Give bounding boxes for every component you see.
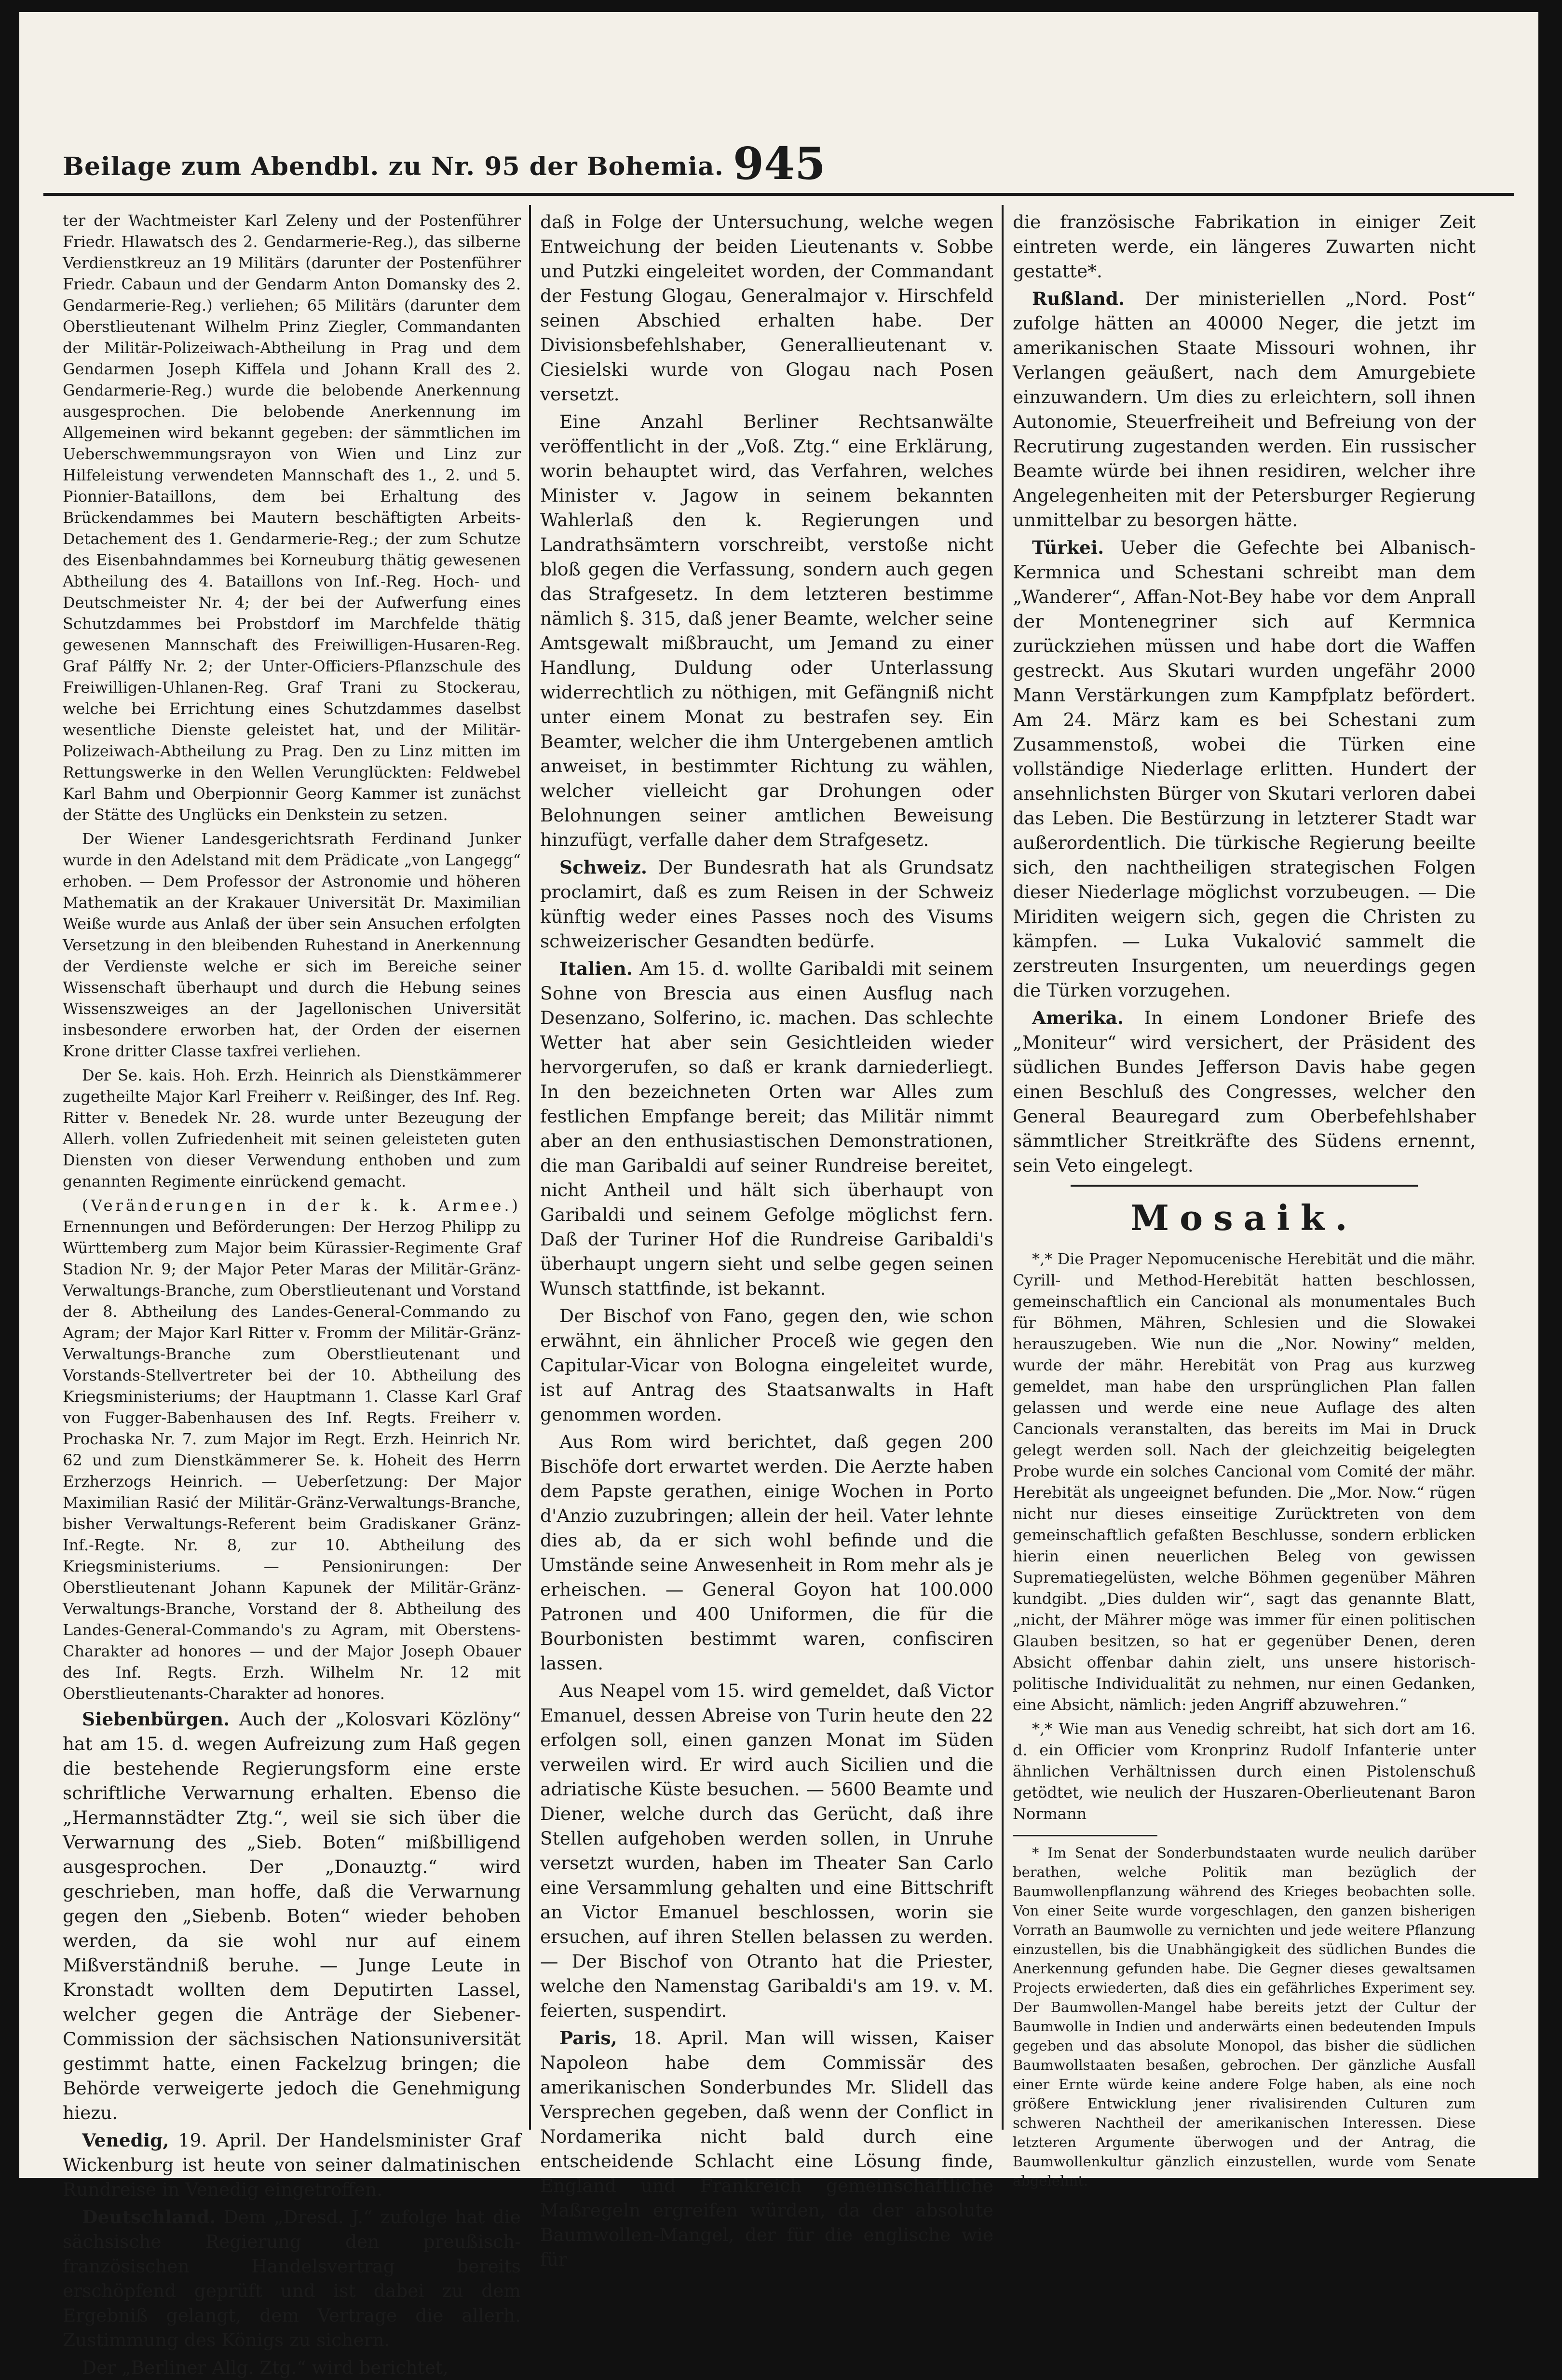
section-heading: Deutschland.	[82, 2206, 216, 2228]
paragraph: Der „Berliner Allg. Ztg.“ wird berichtet,	[82, 2357, 448, 2378]
section-heading: (Veränderungen in der k. k. Armee.)	[82, 1196, 521, 1215]
paragraph: daß in Folge der Untersuchung, welche wegen Entweichung der beiden Lieutenants v. Sobbe und Putzki eingeleitet worden, der Commandant der Festung Glogau, Generalmajor v. Hirschfeld seinen Abschied erhalten habe. Der Divisionsbefehlshaber, Generallieutenant v. Ciesielski wurde von Glogau nach Posen versetzt.	[540, 211, 993, 405]
column-1	[63, 210, 521, 2378]
section-heading: Rußland.	[1032, 288, 1125, 309]
footnote: * Im Senat der Sonderbundstaaten wurde neulich darüber berathen, welche Politik man bezüglich der Baumwollenpflanzung während des Krieges beobachten solle. Von einer Seite wurde vorgeschlagen, den ganzen bisherigen Vorrath an Baumwolle zu vernichten und jede weitere Pflanzung einzustellen, bis die Unabhängigkeit des südlichen Bundes die Anerkennung gefunden habe. Die Gegner dieses gewaltsamen Projects erwiederten, daß dies ein gefährliches Experiment sey. Der Baumwollen-Mangel habe bereits jetzt der Cultur der Baumwolle in Indien und anderwärts einen bedeutenden Impuls gegeben und das absolute Monopol, das bisher die südlichen Baumwollstaaten besaßen, gebrochen. Der gänzliche Ausfall einer Ernte würde keine andere Folge haben, als eine noch größere Entwicklung jener rivalisirenden Culturen zum schweren Nachtheil der amerikanischen Interessen. Diese letzteren Argumente überwogen und der Antrag, die Baumwollenkultur gänzlich einzustellen, wurde vom Senate abgelehnt.	[1013, 1845, 1476, 2189]
column-3	[1013, 210, 1476, 2189]
column-rule-1	[529, 205, 531, 2130]
paragraph: ter der Wachtmeister Karl Zeleny und der Postenführer Friedr. Hlawatsch des 2. Gendarmerie-Reg.), das silberne Verdienstkreuz an 19 Militärs (darunter der Postenführer Friedr. Cabaun und der Gendarm Anton Domansky des 2. Gendarmerie-Reg.) verliehen; 65 Militärs (darunter dem Oberstlieutenant Wilhelm Prinz Ziegler, Commandanten der Militär-Polizeiwach-Abtheilung in Prag und dem Gendarmen Joseph Kiffela und Johann Krall des 2. Gendarmerie-Reg.) wurde die belobende Anerkennung ausgesprochen. Die belobende Anerkennung im Allgemeinen wird bekannt gegeben: der sämmtlichen im Ueberschwemmungsrayon von Wien und Linz zur Hilfeleistung verwendeten Mannschaft des 1., 2. und 5. Pionnier-Bataillons, dem bei Erhaltung des Brückendammes bei Mautern beschäftigten Arbeits-Detachement des 1. Gendarmerie-Reg.; der zum Schutze des Eisenbahndammes bei Korneuburg thätig gewesenen Abtheilung des 4. Bataillons von Inf.-Reg. Hoch- und Deutschmeister Nr. 4; der bei der Aufwerfung eines Schutzdammes bei Probstdorf im Marchfelde thätig gewesenen Mannschaft des Freiwilligen-Husaren-Reg. Graf Pálffy Nr. 2; der Unter-Officiers-Pflanzschule des Freiwilligen-Uhlanen-Reg. Graf Trani zu Stockerau, welche bei Errichtung eines Schutzdammes daselbst wesentliche Dienste geleistet hat, und der Militär-Polizeiwach-Abtheilung zu Prag. Den zu Linz mitten im Rettungswerke in den Wellen Verunglückten: Feldwebel Karl Bahm und Oberpionnir Georg Kammer ist zunächst der Stätte des Unglücks ein Denkstein zu setzen.	[63, 211, 521, 824]
section-heading: Italien.	[559, 958, 633, 979]
paragraph: Schweiz. Der Bundesrath hat als Grundsatz proclamirt, daß es zum Reisen in der Schweiz künftig weder eines Passes noch des Visums schweizerischer Gesandten bedürfe.	[540, 857, 993, 952]
paragraph: Paris, 18. April. Man will wissen, Kaiser Napoleon habe dem Commissär des amerikanischen Sonderbundes Mr. Slidell das Versprechen gegeben, daß wenn der Conflict in Nordamerika nicht bald durch eine entscheidende Schlacht eine Lösung finde, England und Frankreich gemeinschaftliche Maßregeln ergreifen würden, da der absolute Baumwollen-Mangel, der für die englische wie für	[540, 2027, 994, 2270]
paragraph: Türkei. Ueber die Gefechte bei Albanisch-Kermnica und Schestani schreibt man dem „Wanderer“, Affan-Not-Bey habe vor dem Anprall der Montenegriner sich auf Kermnica zurückziehen müssen und habe dort die Waffen gestreckt. Aus Skutari wurden ungefähr 2000 Mann Verstärkungen zum Kampfplatz befördert. Am 24. März kam es bei Schestani zum Zusammenstoß, wobei die Türken eine vollständige Niederlage erlitten. Hundert der ansehnlichsten Bürger von Skutari verloren dabei das Leben. Die Bestürzung in letzterer Stadt war außerordentlich. Die türkische Regierung beeilte sich, den nachtheiligen strategischen Folgen dieser Niederlage möglichst vorzubeugen. — Die Miriditen weigern sich, gegen die Christen zu kämpfen. — Luka Vukalović sammelt die zerstreuten Insurgenten, um neuerdings gegen die Türken vorzugehen.	[1013, 537, 1476, 1001]
paragraph: *,* Wie man aus Venedig schreibt, hat sich dort am 16. d. ein Officier vom Kronprinz Rudolf Infanterie unter ähnlichen Verhältnissen durch einen Pistolenschuß getödtet, wie neulich der Huszaren-Oberlieutenant Baron Normann	[1013, 1720, 1476, 1823]
paragraph: (Veränderungen in der k. k. Armee.) Ernennungen und Beförderungen: Der Herzog Philipp zu Württemberg zum Major beim Kürassier-Regimente Graf Stadion Nr. 9; der Major Peter Maras der Militär-Gränz-Verwaltungs-Branche, zum Oberstlieutenant und Vorstand der 8. Abtheilung des Landes-General-Commando zu Agram; der Major Karl Ritter v. Fromm der Militär-Gränz-Verwaltungs-Branche zum Oberstlieutenant und Vorstands-Stellvertreter bei der 10. Abtheilung des Kriegsministeriums; der Hauptmann 1. Classe Karl Graf von Fugger-Babenhausen des Inf. Regts. Freiherr v. Prochaska Nr. 7. zum Major im Regt. Erzh. Heinrich Nr. 62 und zum Dienstkämmerer Se. k. Hoheit des Herrn Erzherzogs Heinrich. — Ueberſetzung: Der Major Maximilian Rasić der Militär-Gränz-Verwaltungs-Branche, bisher Verwaltungs-Referent beim Gradiskaner Gränz-Inf.-Regte. Nr. 8, zur 10. Abtheilung des Kriegsministeriums. — Pensionirungen: Der Oberstlieutenant Johann Kapunek der Militär-Gränz-Verwaltungs-Branche, Vorstand der 8. Abtheilung des Landes-General-Commando's zu Agram, mit Oberstens-Charakter ad honores — und der Major Joseph Obauer des Inf. Regts. Erzh. Wilhelm Nr. 12 mit Oberstlieutenants-Charakter ad honores.	[63, 1196, 521, 1703]
header-rule	[43, 193, 1514, 196]
mosaik-heading: Mosaik.	[1130, 1197, 1358, 1238]
paragraph: Deutschland. Dem „Dresd. J.“ zufolge hat die sächsische Regierung den preußisch-französischen Handelsvertrag bereits erschöpfend geprüft und ist dabei zu dem Ergebniß gelangt, dem Vertrage die allerh. Zustimmung des Königs zu sichern.	[63, 2206, 521, 2351]
paragraph: Aus Neapel vom 15. wird gemeldet, daß Victor Emanuel, dessen Abreise von Turin heute den 22 erfolgen soll, einen ganzen Monat im Süden verweilen wird. Er wird auch Sicilien und die adriatische Küste besuchen. — 5600 Beamte und Diener, welche durch das Gerücht, daß ihre Stellen aufgehoben werden sollen, in Unruhe versetzt wurden, haben im Theater San Carlo eine Versammlung gehalten und eine Bittschrift an Victor Emanuel beschlossen, worin sie ersuchen, auf ihren Stellen belassen zu werden. — Der Bischof von Otranto hat die Priester, welche den Namenstag Garibaldi's am 19. v. M. feierten, suspendirt.	[540, 1680, 993, 2021]
paragraph: Aus Rom wird berichtet, daß gegen 200 Bischöfe dort erwartet werden. Die Aerzte haben dem Papste gerathen, einige Wochen in Porto d'Anzio zuzubringen; allein der heil. Vater lehnte dies ab, da er sich wohl befinde und die Umstände seine Anwesenheit in Rom mehr als je erheischen. — General Goyon hat 100.000 Patronen und 400 Uniformen, die für die Bourbonisten bestimmt waren, confisciren lassen.	[540, 1431, 993, 1674]
section-divider	[1071, 1185, 1418, 1187]
footnote-divider	[1013, 1835, 1157, 1836]
paragraph: die französische Fabrikation in einiger Zeit eintreten werde, ein längeres Zuwarten nicht gestatte*.	[1013, 211, 1476, 282]
section-heading: Amerika.	[1032, 1007, 1124, 1028]
paragraph: Der Wiener Landesgerichtsrath Ferdinand Junker wurde in den Adelstand mit dem Prädicate „von Langegg“ erhoben. — Dem Professor der Astronomie und höheren Mathematik an der Krakauer Universität Dr. Maximilian Weiße wurde aus Anlaß der über sein Ansuchen erfolgten Versetzung in den bleibenden Ruhestand in Anerkennung der Verdienste welche er sich im Bereiche seiner Wissenschaft überhaupt und durch die Hebung seines Wissenszweiges an der Jagellonischen Universität insbesondere erworben hat, der Orden der eisernen Krone dritter Classe taxfrei verliehen.	[63, 830, 521, 1060]
paragraph: Der Se. kais. Hoh. Erzh. Heinrich als Dienstkämmerer zugetheilte Major Karl Freiherr v. Reißinger, des Inf. Reg. Ritter v. Benedek Nr. 28. wurde unter Bezeugung der Allerh. vollen Zufriedenheit mit seinen geleisteten guten Diensten von dieser Verwendung enthoben und zum genannten Regimente einrückend gemacht.	[63, 1066, 521, 1190]
section-heading: Venedig,	[82, 2130, 169, 2151]
paragraph: Amerika. In einem Londoner Briefe des „Moniteur“ wird versichert, der Präsident des südlichen Bundes Jefferson Davis habe gegen einen Beschluß des Congresses, welcher den General Beauregard zum Oberbefehlshaber sämmtlicher Streitkräfte des Südens ernennt, sein Veto eingelegt.	[1013, 1007, 1476, 1176]
paragraph: Siebenbürgen. Auch der „Kolosvari Közlöny“ hat am 15. d. wegen Aufreizung zum Haß gegen die bestehende Regierungsform eine erste schriftliche Verwarnung erhalten. Ebenso die „Hermannstädter Ztg.“, weil sie sich über die Verwarnung des „Sieb. Boten“ mißbilligend ausgesprochen. Der „Donauztg.“ wird geschrieben, man hoffe, daß die Verwarnung gegen den „Siebenb. Boten“ wieder behoben werden, da sie wohl nur auf einem Mißverständniß beruhe. — Junge Leute in Kronstadt wollten dem Deputirten Lassel, welcher gegen die Anträge der Siebener-Commission der sächsischen Nationsuniversität gestimmt hatte, einen Fackelzug bringen; die Behörde verweigerte jedoch die Genehmigung hiezu.	[63, 1709, 521, 2123]
section-heading: Türkei.	[1032, 537, 1104, 558]
paragraph: Eine Anzahl Berliner Rechtsanwälte veröffentlicht in der „Voß. Ztg.“ eine Erklärung, worin behauptet wird, das Verfahren, welches Minister v. Jagow in seinem bekannten Wahlerlaß den k. Regierungen und Landrathsämtern vorschreibt, verstoße nicht bloß gegen die Verfassung, sondern auch gegen das Strafgesetz. In dem letzteren bestimme nämlich §. 315, daß jener Beamte, welcher seine Amtsgewalt mißbraucht, um Jemand zu einer Handlung, Duldung oder Unterlassung widerrechtlich zu nöthigen, mit Gefängniß nicht unter einem Monat zu bestrafen sey. Ein Beamter, welcher die ihm Untergebenen amtlich anweiset, in bestimmter Richtung zu wählen, welcher vielleicht gar Drohungen oder Belohnungen seiner amtlichen Beweisung hinzufügt, verfalle daher dem Strafgesetz.	[540, 411, 993, 850]
newspaper-page	[19, 12, 1538, 2378]
paragraph: Rußland. Der ministeriellen „Nord. Post“ zufolge hätten an 40000 Neger, die jetzt im amerikanischen Staate Missouri wohnen, ihr Verlangen geäußert, nach dem Amurgebiete einzuwandern. Um dies zu erleichtern, soll ihnen Autonomie, Steuerfreiheit und Befreiung von der Recrutirung zugestanden werden. Ein russischer Beamte würde bei ihnen residiren, welcher ihre Angelegenheiten mit der Petersburger Regierung unmittelbar zu besorgen hätte.	[1013, 288, 1476, 531]
section-heading: Schweiz.	[559, 857, 647, 878]
paragraph: *,* Die Prager Nepomucenische Herebität und die mähr. Cyrill- und Method-Herebität hatten beschlossen, gemeinschaftlich ein Cancional als monumentales Buch für Böhmen, Mähren, Schlesien und die Slowakei herauszugeben. Wie nun die „Nor. Nowiny“ melden, wurde der mähr. Herebität von Prag aus kurzweg gemeldet, man habe den ursprünglichen Plan fallen gelassen und werde eine neue Auflage des alten Cancionals veranstalten, das bereits im Mai in Druck gelegt werden soll. Nach der gleichzeitig beigelegten Probe wurde ein solches Cancional vom Comité der mähr. Herebität als ungeeignet befunden. Die „Mor. Now.“ rügen nicht nur dieses einseitige Zurücktreten von dem gemeinschaftlich gefaßten Beschlusse, sondern erblicken hierin einen neuerlichen Beleg von gewissen Suprematiegelüsten, welche Böhmen gegenüber Mähren kundgibt. „Dies dulden wir“, sagt das genannte Blatt, „nicht, der Mährer möge was immer für einen politischen Glauben besitzen, so hat er gegenüber Denen, deren Absicht offenbar dahin zielt, uns unsere historisch-politische Individualität zu nehmen, nur einen Gedanken, eine Absicht, nämlich: jeden Angriff abzuwehren.“	[1013, 1250, 1476, 1714]
column-2	[540, 210, 994, 2270]
supplement-title: Beilage zum Abendbl. zu Nr. 95 der Bohemia.	[63, 152, 724, 181]
paragraph: Venedig, 19. April. Der Handelsminister Graf Wickenburg ist heute von seiner dalmatinischen Rundreise in Venedig eingetroffen.	[63, 2130, 521, 2200]
page-number: 945	[733, 137, 826, 190]
section-heading: Paris,	[559, 2027, 617, 2049]
column-rule-2	[1002, 205, 1004, 2130]
paragraph: Italien. Am 15. d. wollte Garibaldi mit seinem Sohne von Brescia aus einen Ausflug nach Desenzano, Solferino, ic. machen. Das schlechte Wetter hat aber sein Gesichtleiden wieder hervorgerufen, so daß er krank darniederliegt. In den bezeichneten Orten war Alles zum festlichen Empfange bereit; das Militär nimmt aber an den enthusiastischen Demonstrationen, die man Garibaldi auf seiner Rundreise bereitet, nicht Antheil und hält sich überhaupt von Garibaldi und seinem Gefolge möglichst fern. Daß der Turiner Hof die Rundreise Garibaldi's überhaupt ungern sieht und selbe gegen seinen Wunsch stattfinde, ist bekannt.	[540, 958, 993, 1299]
paragraph: Der Bischof von Fano, gegen den, wie schon erwähnt, ein ähnlicher Proceß wie gegen den Capitular-Vicar von Bologna eingeleitet wurde, ist auf Antrag des Staatsanwalts in Haft genommen worden.	[540, 1305, 993, 1425]
section-heading: Siebenbürgen.	[82, 1709, 230, 1730]
page-header	[43, 137, 1514, 195]
